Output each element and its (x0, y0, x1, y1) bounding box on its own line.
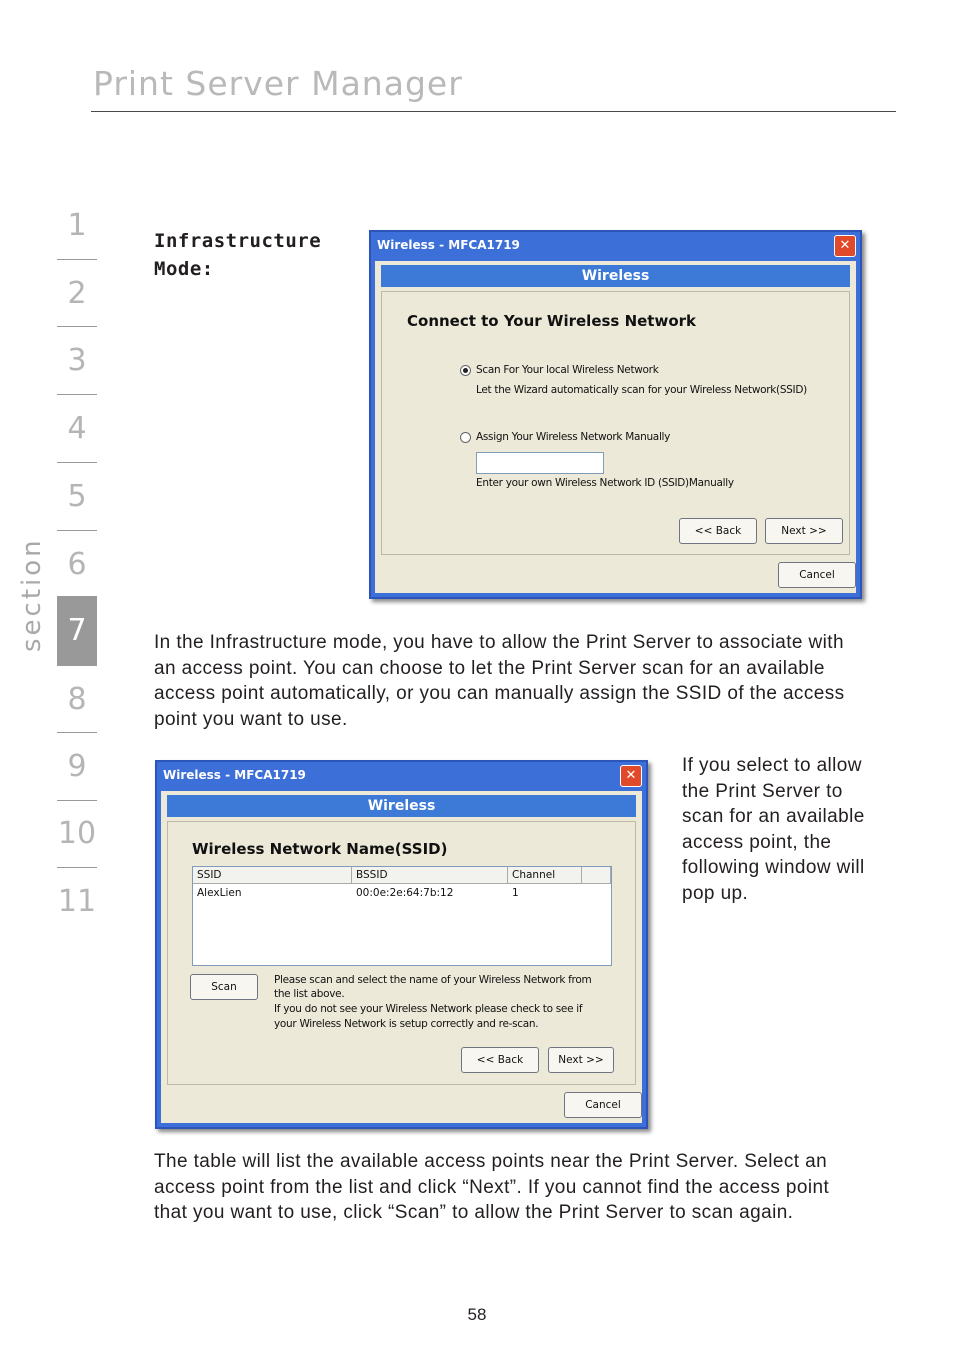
dialog-titlebar (371, 232, 860, 259)
scan-note-line3: If you do not see your Wireless Network please check to see if (274, 1003, 583, 1015)
dialog-titlebar (157, 762, 646, 789)
section-label: section (17, 537, 47, 652)
body-paragraph-2: The table will list the available access points near the Print Server. Select an access point from the list and click “Next”. If you cannot find the access point that you want to use, click “Scan” to allow the Print Server to scan again. (154, 1151, 830, 1223)
dialog-group-box (167, 821, 636, 1085)
section-nav-7-active[interactable]: 7 (57, 596, 97, 666)
section-nav-9[interactable]: 9 (67, 749, 87, 784)
dialog-title: Wireless - MFCA1719 (377, 238, 520, 252)
dialog-body (375, 261, 856, 593)
scan-note-line4: your Wireless Network is setup correctly and re-scan. (274, 1018, 539, 1030)
section-divider (57, 394, 97, 395)
close-icon[interactable]: ✕ (620, 765, 642, 787)
dialog-heading: Wireless Network Name(SSID) (192, 840, 448, 858)
close-icon[interactable]: ✕ (834, 235, 856, 257)
radio-scan[interactable] (460, 365, 471, 376)
radio-scan-label: Scan For Your local Wireless Network (476, 364, 659, 376)
cancel-button[interactable]: Cancel (778, 562, 856, 588)
body-paragraph-1: In the Infrastructure mode, you have to allow the Print Server to associate with an access point. You can choose to let the Print Server scan for an available access point automatically, or you can manually assign the SSID of the access point you want to use. (154, 632, 845, 730)
section-divider (57, 732, 97, 733)
ssid-input[interactable] (476, 452, 604, 474)
section-nav-5[interactable]: 5 (67, 479, 87, 514)
dialog-band-title: Wireless (167, 795, 636, 817)
radio-manual[interactable] (460, 432, 471, 443)
column-header-channel[interactable]: Channel (508, 867, 582, 884)
section-nav-4[interactable]: 4 (67, 411, 87, 446)
page-number: 58 (467, 1305, 487, 1324)
section-divider (57, 800, 97, 801)
section-nav-6[interactable]: 6 (67, 547, 87, 582)
dialog-title: Wireless - MFCA1719 (163, 768, 306, 782)
dialog-body (161, 791, 642, 1123)
next-button[interactable]: Next >> (548, 1047, 614, 1073)
table-row-ssid[interactable]: AlexLien (197, 887, 242, 899)
table-row-channel[interactable]: 1 (512, 887, 519, 899)
column-header-ssid[interactable]: SSID (193, 867, 352, 884)
section-divider (57, 462, 97, 463)
scan-note-line1: Please scan and select the name of your Wireless Network from (274, 974, 592, 986)
table-row-bssid[interactable]: 00:0e:2e:64:7b:12 (356, 887, 454, 899)
section-nav-2[interactable]: 2 (67, 276, 87, 311)
section-nav-3[interactable]: 3 (67, 343, 87, 378)
back-button[interactable]: << Back (679, 518, 757, 544)
column-header-bssid[interactable]: BSSID (352, 867, 508, 884)
section-nav-1[interactable]: 1 (67, 208, 87, 243)
section-nav-11[interactable]: 11 (57, 884, 97, 919)
section-nav-8[interactable]: 8 (67, 682, 87, 717)
dialog-group-box (381, 291, 850, 555)
section-nav-10[interactable]: 10 (57, 816, 97, 851)
wireless-ssid-dialog (155, 760, 648, 1129)
scan-button[interactable]: Scan (190, 974, 258, 1000)
column-header-empty (582, 867, 611, 884)
section-divider (57, 530, 97, 531)
radio-scan-desc: Let the Wizard automatically scan for your Wireless Network(SSID) (476, 384, 807, 396)
ssid-input-desc: Enter your own Wireless Network ID (SSID)Manually (476, 477, 734, 489)
dialog-band-title: Wireless (381, 265, 850, 287)
cancel-button[interactable]: Cancel (564, 1092, 642, 1118)
page-header-title: Print Server Manager (93, 64, 463, 103)
subheading: Infrastructure Mode: (154, 230, 322, 280)
header-rule (91, 111, 896, 112)
section-divider (57, 867, 97, 868)
section-divider (57, 326, 97, 327)
wireless-connect-dialog (369, 230, 862, 599)
side-paragraph: If you select to allow the Print Server to scan for an available access point, the following window will pop up. (682, 755, 865, 904)
back-button[interactable]: << Back (461, 1047, 539, 1073)
section-divider (57, 259, 97, 260)
scan-note-line2: the list above. (274, 988, 345, 1000)
ssid-table[interactable] (192, 866, 612, 966)
next-button[interactable]: Next >> (765, 518, 843, 544)
radio-manual-label: Assign Your Wireless Network Manually (476, 431, 671, 443)
dialog-heading: Connect to Your Wireless Network (407, 312, 696, 330)
